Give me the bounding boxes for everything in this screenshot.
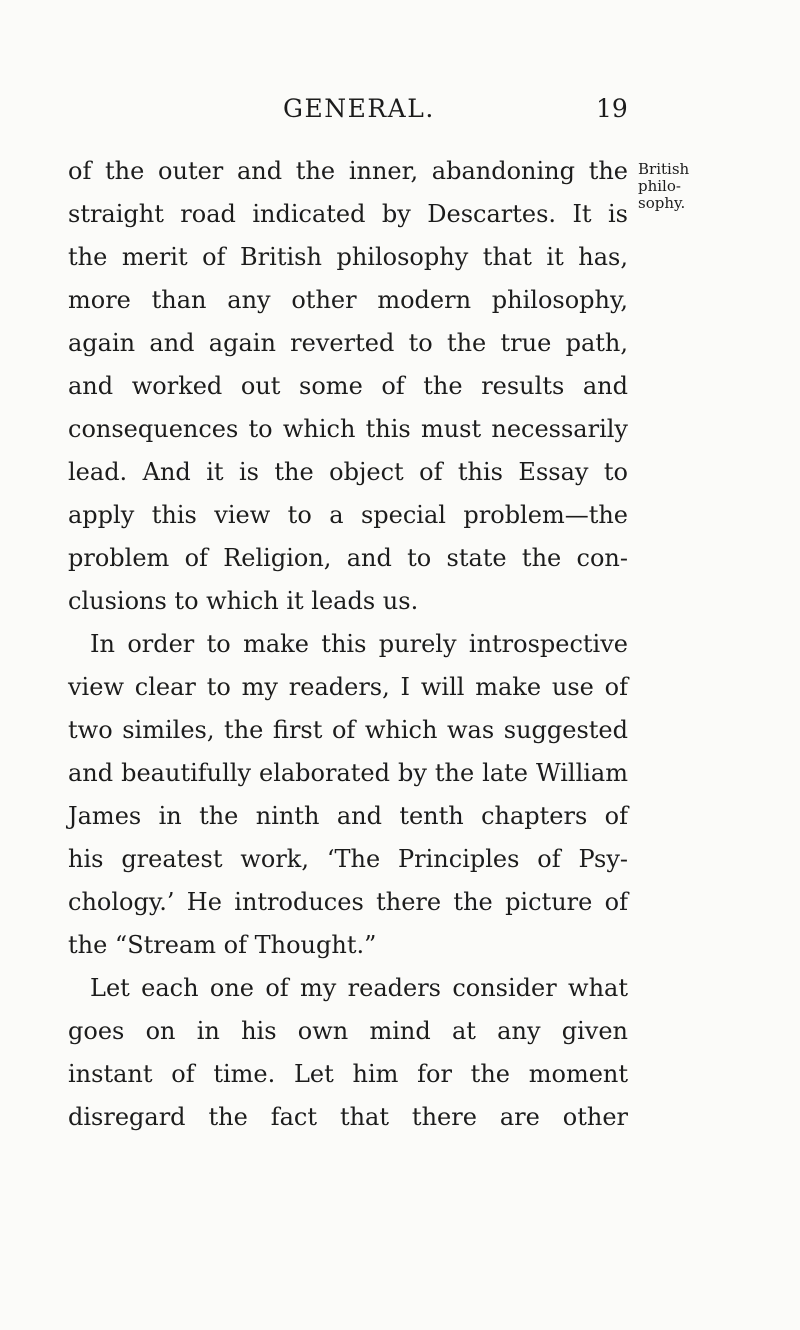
text-line: and worked out some of the results and — [68, 372, 628, 400]
running-head: GENERAL. — [283, 94, 435, 123]
text-line: goes on in his own mind at any given — [68, 1017, 628, 1045]
text-line: Let each one of my readers consider what — [90, 974, 628, 1002]
text-line: problem of Religion, and to state the con- — [68, 544, 628, 572]
text-line: chology.’ He introduces there the picture of — [68, 888, 628, 916]
page-number: 19 — [596, 94, 628, 123]
text-line: and beautifully elaborated by the late William — [68, 759, 628, 787]
text-line: In order to make this purely introspective — [90, 630, 628, 658]
text-line: straight road indicated by Descartes. It is — [68, 200, 628, 228]
text-line: lead. And it is the object of this Essay to — [68, 458, 628, 486]
text-line: the merit of British philosophy that it has, — [68, 243, 628, 271]
margin-note-line: British — [638, 160, 690, 178]
text-line: clusions to which it leads us. — [68, 587, 419, 615]
text-line: of the outer and the inner, abandoning the — [68, 157, 628, 185]
text-line: view clear to my readers, I will make use of — [68, 673, 628, 701]
text-line: again and again reverted to the true path, — [68, 329, 628, 357]
text-line: more than any other modern philosophy, — [68, 286, 628, 314]
text-line: consequences to which this must necessarily — [68, 415, 628, 443]
text-line: apply this view to a special problem—the — [68, 501, 628, 529]
text-line: instant of time. Let him for the moment — [68, 1060, 628, 1088]
margin-note-line: philo- — [638, 177, 681, 195]
text-line: his greatest work, ‘The Principles of Psy- — [68, 845, 628, 873]
text-line: disregard the fact that there are other — [68, 1103, 628, 1131]
text-line: James in the ninth and tenth chapters of — [68, 802, 628, 830]
margin-note-line: sophy. — [638, 194, 686, 212]
text-line: the “Stream of Thought.” — [68, 931, 377, 959]
text-line: two similes, the first of which was suggested — [68, 716, 628, 744]
